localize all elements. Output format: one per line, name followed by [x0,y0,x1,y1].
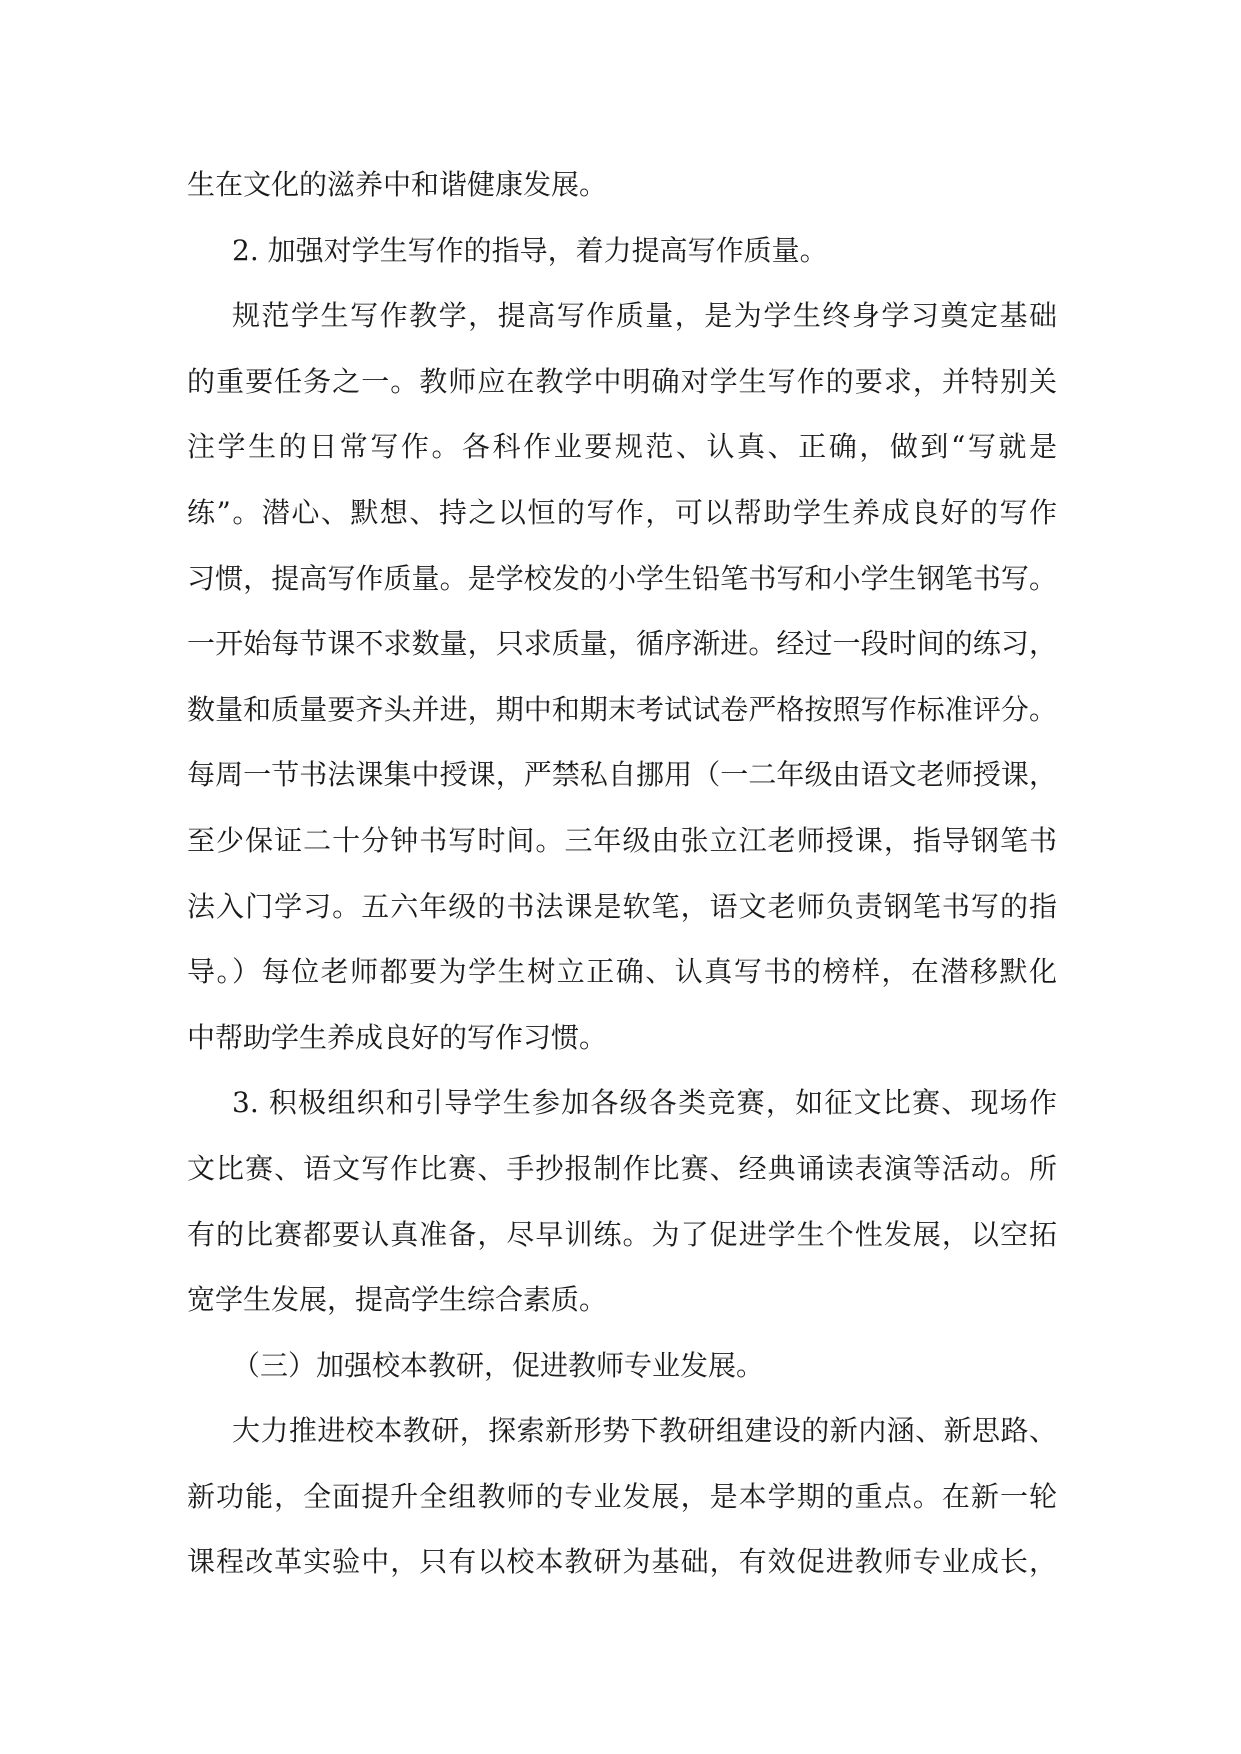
text-line: 3. 积极组织和引导学生参加各级各类竞赛，如征文比赛、现场作 [232,1086,1057,1120]
text-line: 练”。潜心、默想、持之以恒的写作，可以帮助学生养成良好的写作 [187,495,1057,529]
text-line: 规范学生写作教学，提高写作质量，是为学生终身学习奠定基础 [232,299,1057,333]
text-line: 新功能，全面提升全组教师的专业发展，是本学期的重点。在新一轮 [187,1479,1057,1513]
text-line: 习惯，提高写作质量。是学校发的小学生铅笔书写和小学生钢笔书写。 [187,561,1057,595]
text-line: 2. 加强对学生写作的指导，着力提高写作质量。 [232,233,828,267]
text-line: 生在文化的滋养中和谐健康发展。 [187,168,608,201]
text-line: 宽学生发展，提高学生综合素质。 [187,1283,608,1317]
text-line: 的重要任务之一。教师应在教学中明确对学生写作的要求，并特别关 [187,364,1057,398]
text-line: 课程改革实验中，只有以校本教研为基础，有效促进教师专业成长， [187,1545,1057,1579]
text-line: 法入门学习。五六年级的书法课是软笔，语文老师负责钢笔书写的指 [187,889,1057,923]
text-line: 中帮助学生养成良好的写作习惯。 [187,1020,608,1054]
text-line: 文比赛、语文写作比赛、手抄报制作比赛、经典诵读表演等活动。所 [187,1151,1057,1185]
text-line: （三）加强校本教研，促进教师专业发展。 [232,1348,765,1382]
text-line: 一开始每节课不求数量，只求质量，循序渐进。经过一段时间的练习， [187,627,1057,661]
text-line: 大力推进校本教研，探索新形势下教研组建设的新内涵、新思路、 [232,1414,1057,1448]
text-line: 导。）每位老师都要为学生树立正确、认真写书的榜样，在潜移默化 [187,955,1057,989]
document-body [187,152,1057,1595]
text-line: 至少保证二十分钟书写时间。三年级由张立江老师授课，指导钢笔书 [187,823,1057,857]
text-line: 有的比赛都要认真准备，尽早训练。为了促进学生个性发展，以空拓 [187,1217,1057,1251]
text-line: 每周一节书法课集中授课，严禁私自挪用（一二年级由语文老师授课， [187,758,1057,792]
text-line: 数量和质量要齐头并进，期中和期末考试试卷严格按照写作标准评分。 [187,692,1057,726]
text-line: 注学生的日常写作。各科作业要规范、认真、正确，做到“写就是 [187,430,1057,464]
